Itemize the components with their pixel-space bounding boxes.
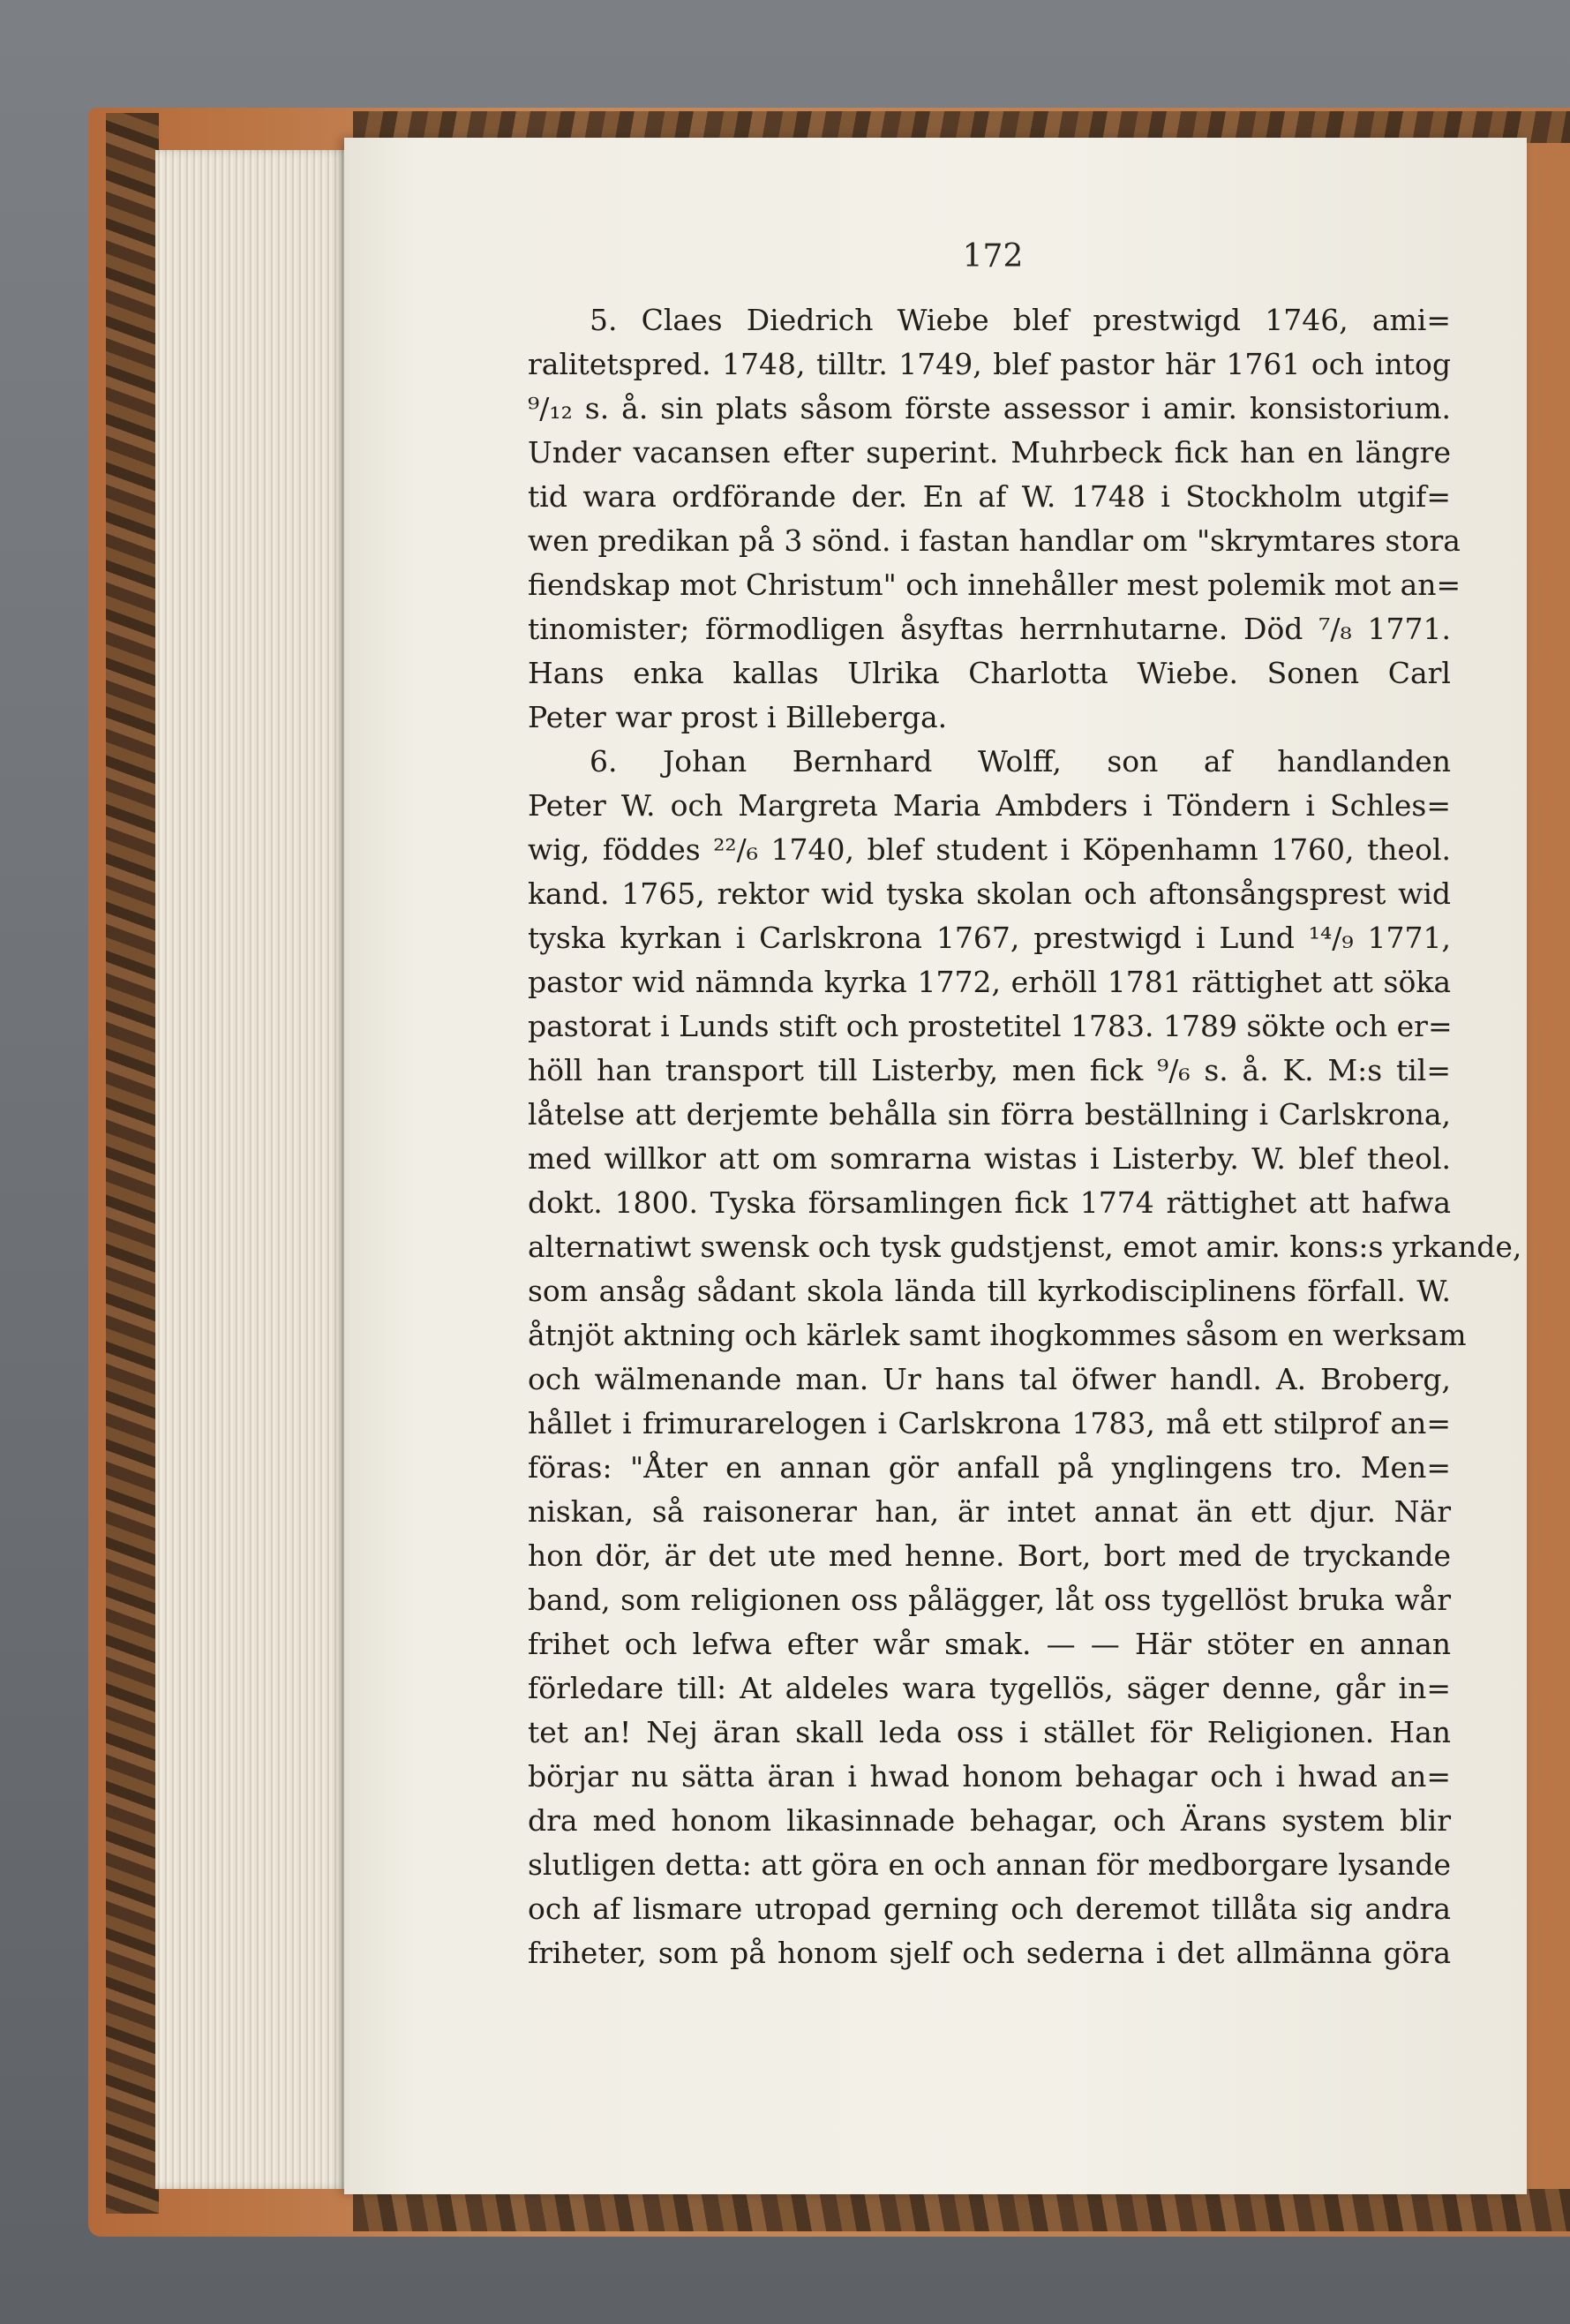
text-line: frihet och lefwa efter wår smak. — — Här stöter en annan xyxy=(528,1627,1451,1661)
text-line: Hans enka kallas Ulrika Charlotta Wiebe. Sonen Carl xyxy=(528,656,1451,690)
page-text xyxy=(528,298,1522,1975)
text-line: wig, föddes ²²/₆ 1740, blef student i Köpenhamn 1760, theol. xyxy=(528,832,1451,867)
text-line: hon dör, är det ute med henne. Bort, bort med de tryckande xyxy=(528,1538,1451,1573)
page-edges xyxy=(155,150,349,2189)
text-line: 6. Johan Bernhard Wolff, son af handlanden xyxy=(590,744,1451,778)
text-line: fiendskap mot Christum" och innehåller mest polemik mot an= xyxy=(528,568,1461,602)
text-line: kand. 1765, rektor wid tyska skolan och aftonsångsprest wid xyxy=(528,876,1451,911)
text-line: 5. Claes Diedrich Wiebe blef prestwigd 1746, ami= xyxy=(590,303,1451,337)
text-line: band, som religionen oss pålägger, låt oss tygellöst bruka wår xyxy=(528,1583,1451,1617)
text-line: tid wara ordförande der. En af W. 1748 i Stockholm utgif= xyxy=(528,479,1451,514)
text-line: tet an! Nej äran skall leda oss i stället för Religionen. Han xyxy=(528,1715,1451,1749)
text-line: ⁹/₁₂ s. å. sin plats såsom förste assessor i amir. konsistorium. xyxy=(528,391,1451,425)
text-line: tyska kyrkan i Carlskrona 1767, prestwigd i Lund ¹⁴/₉ 1771, xyxy=(528,921,1451,955)
text-line: hållet i frimurarelogen i Carlskrona 1783, må ett stilprof an= xyxy=(528,1406,1451,1440)
text-line: höll han transport till Listerby, men fick ⁹/₆ s. å. K. M:s til= xyxy=(528,1053,1451,1087)
text-line: åtnjöt aktning och kärlek samt ihogkommes såsom en werksam xyxy=(528,1318,1467,1352)
text-line: föras: "Åter en annan gör anfall på ynglingens tro. Men= xyxy=(528,1450,1451,1485)
text-line: Peter war prost i Billeberga. xyxy=(528,700,948,734)
text-line: dra med honom likasinnade behagar, och Ärans system blir xyxy=(528,1803,1451,1838)
text-line: wen predikan på 3 sönd. i fastan handlar om "skrymtares stora xyxy=(528,523,1461,558)
text-line: och wälmenande man. Ur hans tal öfwer handl. A. Broberg, xyxy=(528,1362,1451,1396)
text-line: och af lismare utropad gerning och deremot tillåta sig andra xyxy=(528,1892,1451,1926)
cover-marbled-bottom xyxy=(353,2189,1570,2231)
text-line: pastorat i Lunds stift och prostetitel 1783. 1789 sökte och er= xyxy=(528,1009,1453,1043)
text-line: Under vacansen efter superint. Muhrbeck fick han en längre xyxy=(528,435,1451,470)
text-line: tinomister; förmodligen åsyftas herrnhutarne. Död ⁷/₈ 1771. xyxy=(528,612,1451,646)
text-line: Peter W. och Margreta Maria Ambders i Töndern i Schles= xyxy=(528,788,1451,823)
text-line: med willkor att om somrarna wistas i Listerby. W. blef theol. xyxy=(528,1141,1451,1176)
text-line: förledare till: At aldeles wara tygellös, säger denne, går in= xyxy=(528,1671,1451,1705)
text-line: ralitetspred. 1748, tilltr. 1749, blef pastor här 1761 och intog xyxy=(528,347,1451,381)
text-line: friheter, som på honom sjelf och sederna i det allmänna göra xyxy=(528,1936,1451,1970)
cover-marbled-spine xyxy=(106,113,159,2214)
text-line: låtelse att derjemte behålla sin förra beställning i Carlskrona, xyxy=(528,1097,1451,1132)
text-line: pastor wid nämnda kyrka 1772, erhöll 1781 rättighet att söka xyxy=(528,965,1451,999)
text-line: dokt. 1800. Tyska församlingen fick 1774 rättighet att hafwa xyxy=(528,1185,1451,1220)
text-line: alternatiwt swensk och tysk gudstjenst, emot amir. kons:s yrkande, xyxy=(528,1230,1522,1264)
page-number: 172 xyxy=(962,238,1024,275)
text-line: börjar nu sätta äran i hwad honom behagar och i hwad an= xyxy=(528,1759,1451,1794)
text-line: niskan, så raisonerar han, är intet annat än ett djur. När xyxy=(528,1494,1451,1529)
text-line: som ansåg sådant skola lända till kyrkodisciplinens förfall. W. xyxy=(528,1274,1451,1308)
text-line: slutligen detta: att göra en och annan för medborgare lysande xyxy=(528,1847,1451,1882)
